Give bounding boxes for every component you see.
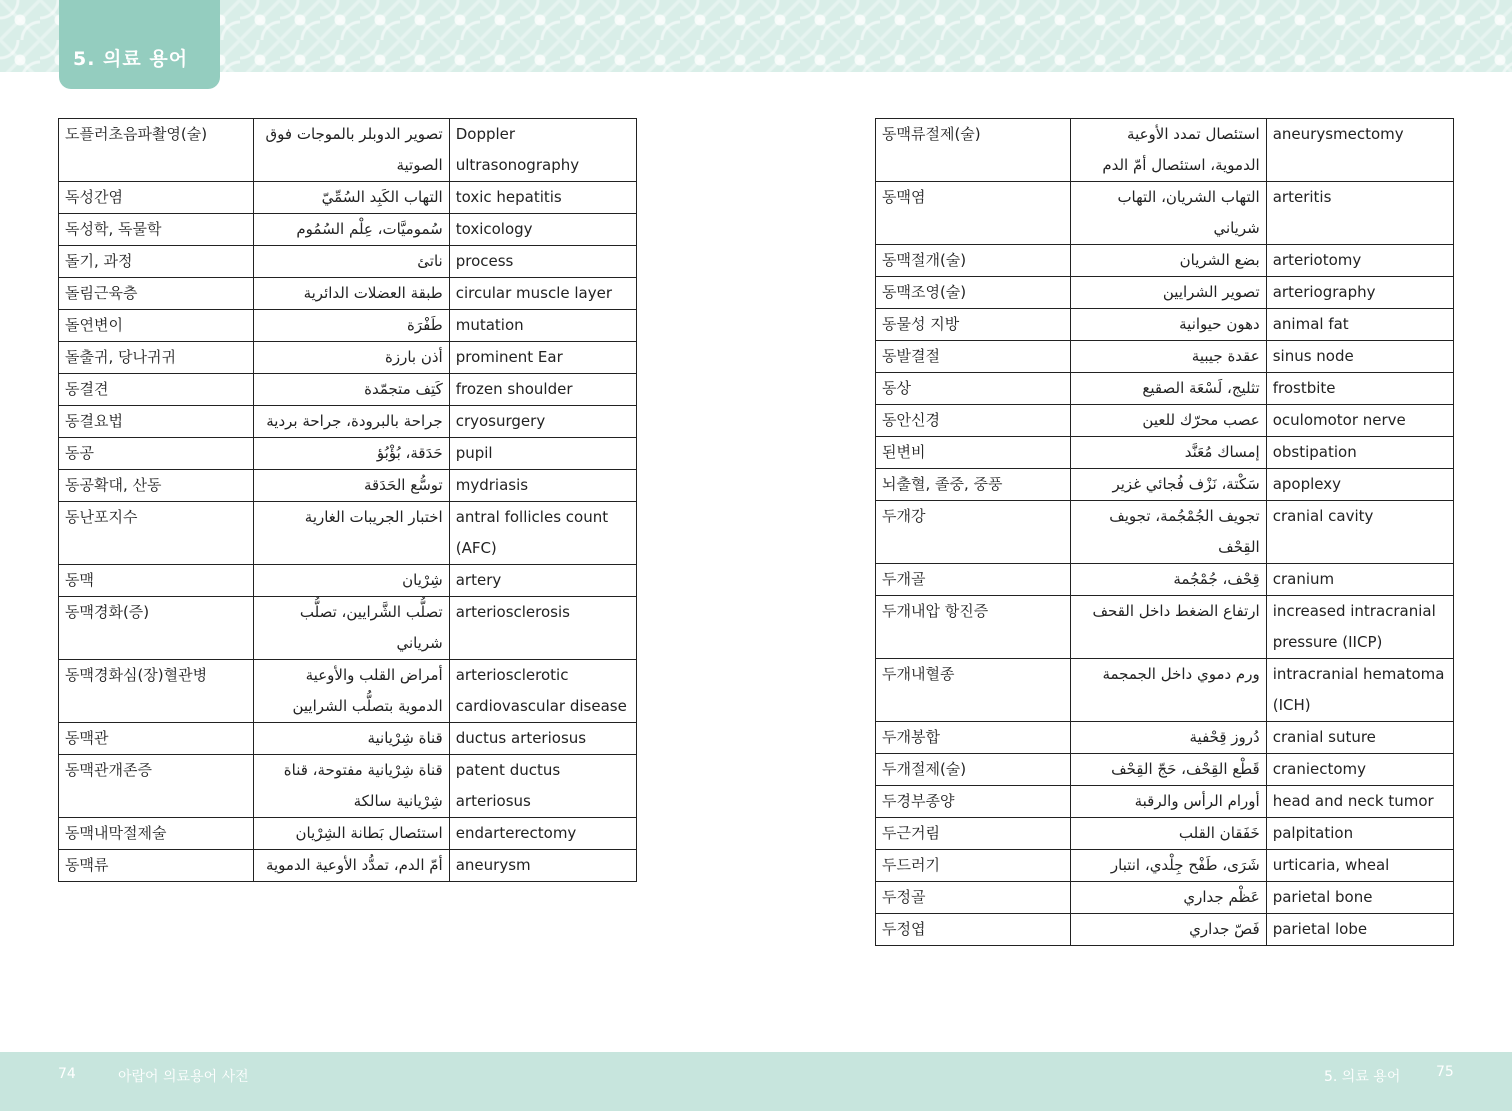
english-term: head and neck tumor (1266, 786, 1453, 818)
english-term: oculomotor nerve (1266, 405, 1453, 437)
arabic-term: شِرْيان (254, 565, 449, 597)
term-row (59, 310, 637, 342)
english-term: craniectomy (1266, 754, 1453, 786)
english-term: patent ductus arteriosus (449, 755, 636, 818)
english-term: frozen shoulder (449, 374, 636, 406)
arabic-term: قِحْف، جُمْجُمة (1071, 564, 1266, 596)
english-term: prominent Ear (449, 342, 636, 374)
term-row (876, 373, 1454, 405)
english-term: pupil (449, 438, 636, 470)
term-row (59, 818, 637, 850)
header-pattern-band (0, 0, 1512, 72)
korean-term: 동맥경화(증) (59, 597, 254, 660)
arabic-term: أورام الرأس والرقبة (1071, 786, 1266, 818)
korean-term: 독성학, 독물학 (59, 214, 254, 246)
arabic-term: خَفَقان القلب (1071, 818, 1266, 850)
english-term: circular muscle layer (449, 278, 636, 310)
arabic-term: تجويف الجُمْجُمة، تجويف القِحْف (1071, 501, 1266, 564)
term-row (59, 182, 637, 214)
term-row (59, 723, 637, 755)
arabic-term: استئصال بَطانة الشِرْيان (254, 818, 449, 850)
footer-section-label: 5. 의료 용어 (1324, 1069, 1401, 1085)
arabic-term: قَطْع القِحْف، حَجّ القِحْف (1071, 754, 1266, 786)
english-term: cranium (1266, 564, 1453, 596)
arabic-term: أذن بارزة (254, 342, 449, 374)
english-term: sinus node (1266, 341, 1453, 373)
korean-term: 동물성 지방 (876, 309, 1071, 341)
korean-term: 동상 (876, 373, 1071, 405)
arabic-term: جراحة بالبرودة، جراحة بردية (254, 406, 449, 438)
korean-term: 동맥관 (59, 723, 254, 755)
term-row (59, 470, 637, 502)
english-term: cranial suture (1266, 722, 1453, 754)
term-row (876, 182, 1454, 245)
english-term: parietal bone (1266, 882, 1453, 914)
english-term: frostbite (1266, 373, 1453, 405)
term-row (876, 596, 1454, 659)
arabic-term: ارتفاع الضغط داخل القحف (1071, 596, 1266, 659)
term-row (876, 659, 1454, 722)
korean-term: 동난포지수 (59, 502, 254, 565)
korean-term: 두개골 (876, 564, 1071, 596)
korean-term: 두드러기 (876, 850, 1071, 882)
term-row (59, 850, 637, 882)
korean-term: 두개내압 항진증 (876, 596, 1071, 659)
term-row (876, 405, 1454, 437)
korean-term: 동공 (59, 438, 254, 470)
arabic-term: شَرَى، طَفْح جِلْدي، انتبار (1071, 850, 1266, 882)
korean-term: 동결견 (59, 374, 254, 406)
term-row (876, 564, 1454, 596)
korean-term: 동안신경 (876, 405, 1071, 437)
english-term: palpitation (1266, 818, 1453, 850)
term-row (876, 437, 1454, 469)
arabic-term: دهون حيوانية (1071, 309, 1266, 341)
left-page-number: 74 (58, 1066, 76, 1082)
english-term: arteriography (1266, 277, 1453, 309)
arabic-term: التهاب الشريان، التهاب شرياني (1071, 182, 1266, 245)
arabic-term: كَتِف متجمّدة (254, 374, 449, 406)
english-term: arteriosclerotic cardiovascular disease (449, 660, 636, 723)
korean-term: 돌기, 과정 (59, 246, 254, 278)
arabic-term: قناة شِرْيانية (254, 723, 449, 755)
section-title: 5. 의료 용어 (73, 48, 189, 70)
korean-term: 두개절제(술) (876, 754, 1071, 786)
english-term: animal fat (1266, 309, 1453, 341)
term-row (59, 502, 637, 565)
english-term: toxic hepatitis (449, 182, 636, 214)
arabic-term: طَفْرَة (254, 310, 449, 342)
english-term: mydriasis (449, 470, 636, 502)
term-row (876, 850, 1454, 882)
english-term: arteriosclerosis (449, 597, 636, 660)
book-title: 아랍어 의료용어 사전 (118, 1069, 249, 1085)
term-row (876, 309, 1454, 341)
english-term: mutation (449, 310, 636, 342)
arabic-term: تصوير الدوبلر بالموجات فوق الصوتية (254, 119, 449, 182)
korean-term: 두근거림 (876, 818, 1071, 850)
arabic-term: عصب محرّك للعين (1071, 405, 1266, 437)
english-term: endarterectomy (449, 818, 636, 850)
english-term: artery (449, 565, 636, 597)
arabic-term: بضع الشريان (1071, 245, 1266, 277)
arabic-term: أمراض القلب والأوعية الدموية بتصلُّب الشرايين (254, 660, 449, 723)
english-term: parietal lobe (1266, 914, 1453, 946)
arabic-term: تثليج، لَسْعَة الصقيع (1071, 373, 1266, 405)
korean-term: 동결요법 (59, 406, 254, 438)
arabic-term: ناتئ (254, 246, 449, 278)
korean-term: 독성간염 (59, 182, 254, 214)
arabic-term: اختبار الجريبات الغارية (254, 502, 449, 565)
arabic-term: تصلُّب الشَّرايين، تصلُّب شرياني (254, 597, 449, 660)
arabic-term: استئصال تمدد الأوعية الدموية، استئصال أمّ الدم (1071, 119, 1266, 182)
term-row (876, 786, 1454, 818)
term-row (59, 342, 637, 374)
korean-term: 두개내혈종 (876, 659, 1071, 722)
right-term-table (875, 118, 1454, 946)
korean-term: 동맥염 (876, 182, 1071, 245)
term-row (59, 597, 637, 660)
term-row (59, 755, 637, 818)
arabic-term: دُروز قِحْفية (1071, 722, 1266, 754)
korean-term: 동맥류 (59, 850, 254, 882)
korean-term: 두개봉합 (876, 722, 1071, 754)
term-row (59, 406, 637, 438)
term-row (876, 277, 1454, 309)
korean-term: 돌림근육층 (59, 278, 254, 310)
term-row (59, 246, 637, 278)
term-row (876, 914, 1454, 946)
footer-band (0, 1052, 1512, 1111)
english-term: cranial cavity (1266, 501, 1453, 564)
korean-term: 두경부종양 (876, 786, 1071, 818)
english-term: Doppler ultrasonography (449, 119, 636, 182)
arabic-term: عقدة جيبية (1071, 341, 1266, 373)
english-term: antral follicles count (AFC) (449, 502, 636, 565)
term-row (876, 818, 1454, 850)
arabic-term: تصوير الشرايين (1071, 277, 1266, 309)
arabic-term: عَظْم جداري (1071, 882, 1266, 914)
arabic-term: ورم دموي داخل الجمجمة (1071, 659, 1266, 722)
english-term: obstipation (1266, 437, 1453, 469)
korean-term: 동맥경화심(장)혈관병 (59, 660, 254, 723)
english-term: aneurysm (449, 850, 636, 882)
korean-term: 동맥관개존증 (59, 755, 254, 818)
arabic-term: طبقة العضلات الدائرية (254, 278, 449, 310)
korean-term: 된변비 (876, 437, 1071, 469)
english-term: cryosurgery (449, 406, 636, 438)
arabic-term: سُموميَّات، عِلْم السُمُوم (254, 214, 449, 246)
term-row (876, 469, 1454, 501)
korean-term: 두정골 (876, 882, 1071, 914)
right-page-number: 75 (1436, 1064, 1454, 1080)
korean-term: 두정엽 (876, 914, 1071, 946)
term-row (59, 214, 637, 246)
term-row (876, 245, 1454, 277)
english-term: arteritis (1266, 182, 1453, 245)
korean-term: 동맥류절제(술) (876, 119, 1071, 182)
korean-term: 돌연변이 (59, 310, 254, 342)
korean-term: 동맥내막절제술 (59, 818, 254, 850)
english-term: urticaria, wheal (1266, 850, 1453, 882)
arabic-term: إمساك مُعَنَّد (1071, 437, 1266, 469)
term-row (876, 754, 1454, 786)
english-term: ductus arteriosus (449, 723, 636, 755)
left-term-table (58, 118, 637, 882)
arabic-term: فَصّ جداري (1071, 914, 1266, 946)
korean-term: 동맥 (59, 565, 254, 597)
english-term: process (449, 246, 636, 278)
english-term: aneurysmectomy (1266, 119, 1453, 182)
term-row (59, 660, 637, 723)
term-row (59, 438, 637, 470)
term-row (59, 278, 637, 310)
arabic-term: التهاب الكَبِد السُمِّيّ (254, 182, 449, 214)
term-row (876, 341, 1454, 373)
section-tab (59, 0, 220, 89)
english-term: arteriotomy (1266, 245, 1453, 277)
arabic-term: أمّ الدم، تمدُّد الأوعية الدموية (254, 850, 449, 882)
term-row (876, 501, 1454, 564)
arabic-term: توسُّع الحَدَقة (254, 470, 449, 502)
korean-term: 돌출귀, 당나귀귀 (59, 342, 254, 374)
korean-term: 뇌출혈, 졸중, 중풍 (876, 469, 1071, 501)
korean-term: 동공확대, 산동 (59, 470, 254, 502)
arabic-term: قناة شِرْيانية مفتوحة، قناة شِرْيانية سالكة (254, 755, 449, 818)
korean-term: 동맥절개(술) (876, 245, 1071, 277)
arabic-term: سَكْتة، نَزْف فُجائي غزير (1071, 469, 1266, 501)
korean-term: 두개강 (876, 501, 1071, 564)
arabic-term: حَدَقة، بُؤْبُؤ (254, 438, 449, 470)
english-term: intracranial hematoma (ICH) (1266, 659, 1453, 722)
english-term: increased intracranial pressure (IICP) (1266, 596, 1453, 659)
term-row (59, 374, 637, 406)
term-row (876, 882, 1454, 914)
term-row (59, 565, 637, 597)
term-row (876, 722, 1454, 754)
term-row (876, 119, 1454, 182)
korean-term: 동발결절 (876, 341, 1071, 373)
korean-term: 동맥조영(술) (876, 277, 1071, 309)
term-row (59, 119, 637, 182)
english-term: apoplexy (1266, 469, 1453, 501)
english-term: toxicology (449, 214, 636, 246)
korean-term: 도플러초음파촬영(술) (59, 119, 254, 182)
